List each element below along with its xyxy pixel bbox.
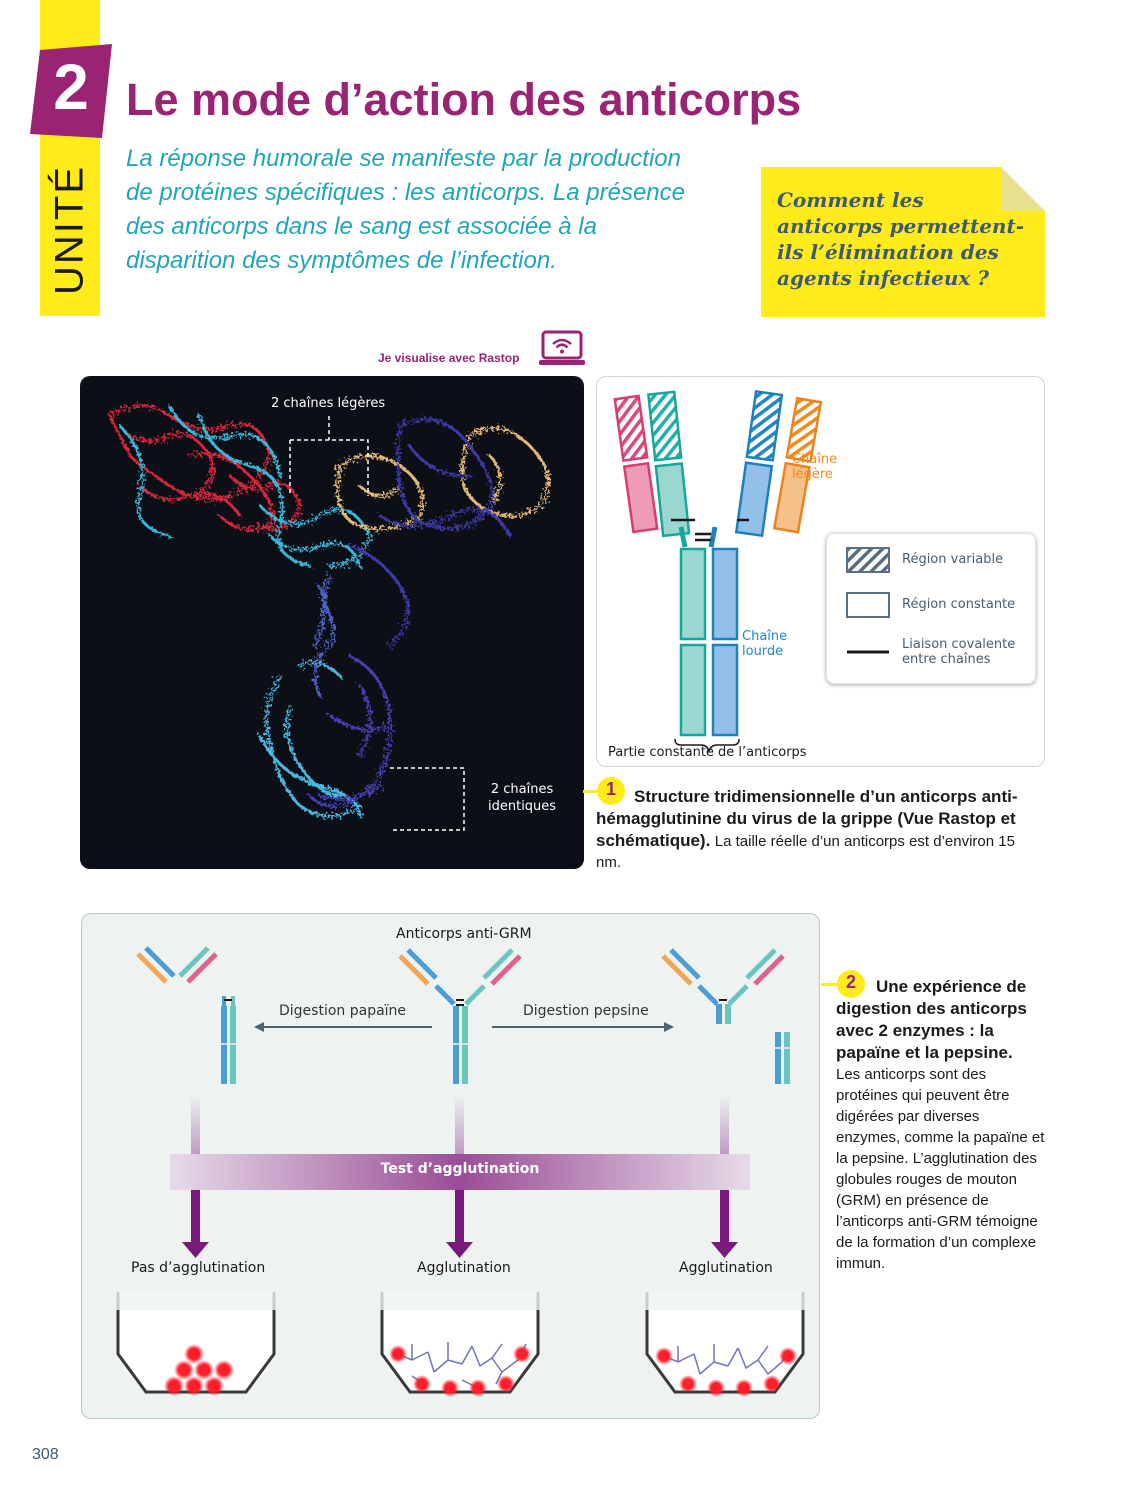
heavy-chain-label: Chaîne lourde: [742, 629, 788, 659]
constant-part-label: Partie constante de l’anticorps: [608, 745, 807, 760]
legend-constant: Région constante: [902, 597, 1016, 612]
papain-label: Digestion papaïne: [279, 1003, 407, 1019]
doc2-caption-rest: Les anticorps sont des protéines qui peuvent être digérées par diverses enzymes, comme la papaïne et la pepsine. L’agglutination des globules rouges de mouton (GRM) en présence de l’anticorps anti-GRM témoigne de la formation d’un complexe immun.: [836, 1066, 1045, 1272]
result-label-2: Agglutination: [417, 1260, 511, 1276]
unit-word: UNITÉ: [47, 165, 92, 295]
pepsin-label: Digestion pepsine: [523, 1003, 649, 1019]
laptop-wifi-icon[interactable]: [539, 330, 585, 373]
antibody-schema: [596, 376, 1045, 767]
doc2-caption: [836, 976, 1046, 1274]
legend-bond: Liaison covalente entre chaînes: [902, 637, 1016, 667]
light-chains-label: 2 chaînes légères: [271, 396, 386, 411]
page-number: 308: [32, 1446, 59, 1463]
rastop-link[interactable]: Je visualise avec Rastop: [378, 351, 520, 365]
doc1-badge-line: [583, 790, 597, 794]
schema-legend: [826, 533, 1036, 684]
question-text: Comment les anticorps permettent-ils l’élimination des agents infectieux ?: [777, 188, 1025, 290]
result-label-3: Agglutination: [679, 1260, 773, 1276]
doc2-badge: 2: [836, 969, 866, 999]
unit-number-badge: [30, 44, 112, 138]
light-chain-label: Chaîne légère: [792, 452, 838, 482]
page-title: Le mode d’action des anticorps: [126, 74, 802, 125]
unit-number: 2: [53, 51, 89, 123]
agglutination-test-label: Test d’agglutination: [380, 1161, 540, 1177]
doc1-caption-rest: La taille réelle d’un anticorps est d’environ 15 nm.: [596, 833, 1015, 871]
identical-chains-label: 2 chaînes identiques: [488, 782, 557, 814]
result-label-1: Pas d’agglutination: [131, 1260, 266, 1276]
doc1-badge: 1: [596, 776, 626, 806]
question-card: [761, 167, 1045, 317]
doc2-caption-bold: Une expérience de digestion des anticorps avec 2 enzymes : la papaïne et la pepsine.: [836, 977, 1027, 1062]
rastop-antibody-view: [80, 376, 584, 869]
doc1-caption-bold: Structure tridimensionnelle d’un anticorps anti-hémagglutinine du virus de la grippe (Vue Rastop et schématique).: [596, 787, 1018, 850]
legend-variable: Région variable: [902, 552, 1004, 567]
doc1-caption: [596, 786, 1036, 873]
antibody-title: Anticorps anti-GRM: [396, 926, 532, 942]
digestion-experiment: [81, 913, 820, 1419]
intro-text: La réponse humorale se manifeste par la production de protéines spécifiques : les anticorps. La présence des anticorps dans le sang est associée à la disparition des symptômes de l’infection.: [126, 145, 685, 274]
